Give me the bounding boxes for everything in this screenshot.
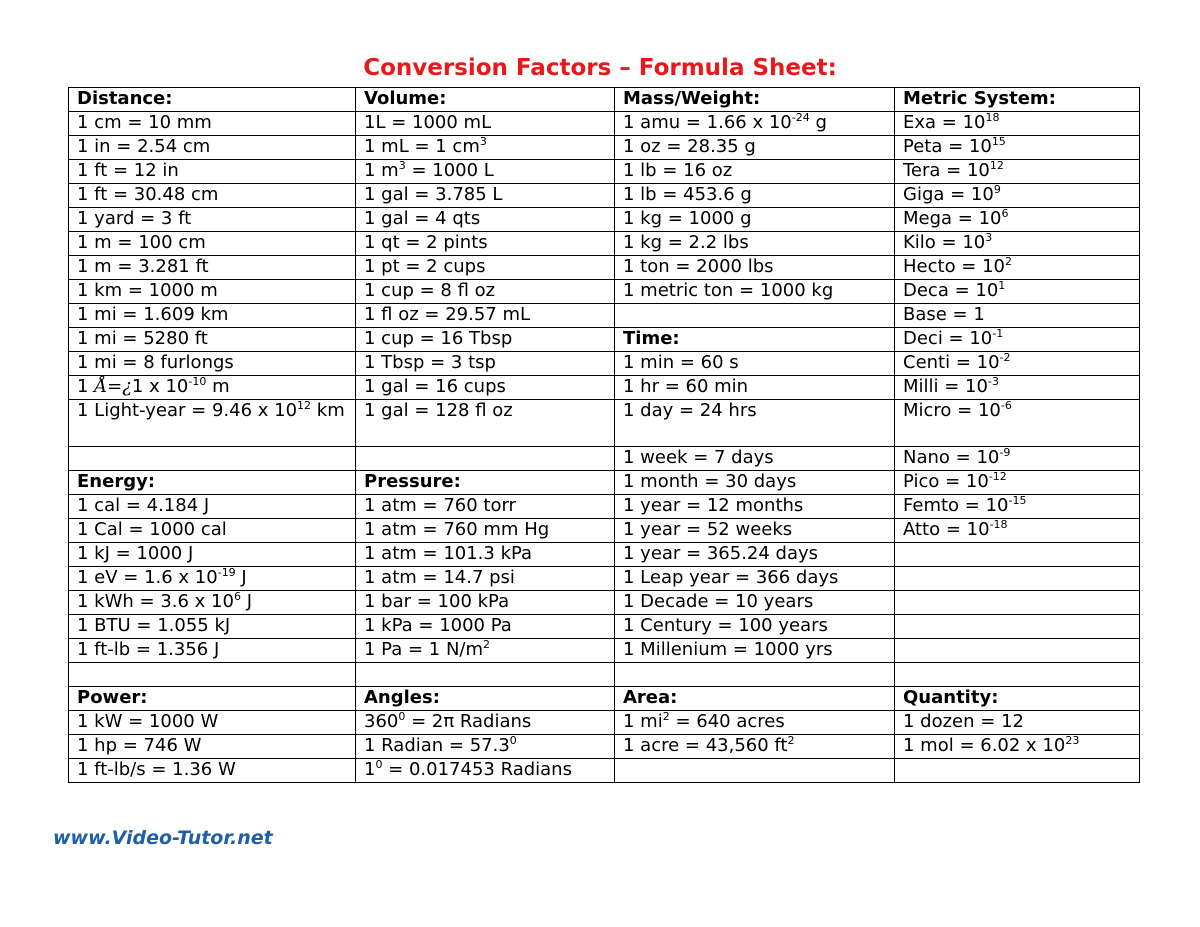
table-row [69, 543, 1140, 567]
volume-cell: 1 gal = 3.785 L [356, 184, 615, 208]
volume-cell: 1 gal = 128 fl oz [356, 400, 615, 447]
empty-cell [615, 304, 895, 328]
conversion-table [68, 87, 1140, 783]
distance-cell: 1 m = 3.281 ft [69, 256, 356, 280]
distance-cell: 1 km = 1000 m [69, 280, 356, 304]
table-row [69, 184, 1140, 208]
volume-cell: 1L = 1000 mL [356, 112, 615, 136]
empty-cell [895, 615, 1140, 639]
table-row [69, 615, 1140, 639]
metric-cell: Nano = $10^{-9}$ [895, 447, 1140, 471]
table-row [69, 567, 1140, 591]
distance-cell: 1 ft = 12 in [69, 160, 356, 184]
metric-cell: Giga = $10^9$ [895, 184, 1140, 208]
distance-cell: 1 yard = 3 ft [69, 208, 356, 232]
mass-cell: 1 metric ton = 1000 kg [615, 280, 895, 304]
time-cell: 1 Leap year = 366 days [615, 567, 895, 591]
metric-header: Metric System: [895, 88, 1140, 112]
distance-cell: 1 cm = 10 mm [69, 112, 356, 136]
volume-cell: 1 fl oz = 29.57 mL [356, 304, 615, 328]
volume-header: Volume: [356, 88, 615, 112]
mass-cell: 1 lb = 453.6 g [615, 184, 895, 208]
empty-cell [895, 543, 1140, 567]
angles-cell: 1 Radian = $57.3^0$ [356, 735, 615, 759]
pressure-cell: 1 atm = 101.3 kPa [356, 543, 615, 567]
time-cell: 1 week = 7 days [615, 447, 895, 471]
time-cell: 1 year = 52 weeks [615, 519, 895, 543]
empty-cell [615, 759, 895, 783]
empty-cell [356, 663, 615, 687]
metric-cell: Deci = $10^{-1}$ [895, 328, 1140, 352]
mass-cell: 1 amu = 1.66 x $10^{-24}$ g [615, 112, 895, 136]
distance-header: Distance: [69, 88, 356, 112]
table-row [69, 735, 1140, 759]
angles-cell: $360^0 = 2\pi$ Radians [356, 711, 615, 735]
page-title: Conversion Factors – Formula Sheet: [363, 55, 837, 81]
volume-cell: 1 mL = 1 $cm^3$ [356, 136, 615, 160]
time-cell: 1 hr = 60 min [615, 376, 895, 400]
volume-cell: 1 gal = 16 cups [356, 376, 615, 400]
table-row [69, 400, 1140, 447]
mass-cell: 1 ton = 2000 lbs [615, 256, 895, 280]
metric-cell: Tera = $10^{12}$ [895, 160, 1140, 184]
quantity-cell: 1 dozen = 12 [895, 711, 1140, 735]
energy-header: Energy: [69, 471, 356, 495]
empty-cell [895, 663, 1140, 687]
empty-cell [895, 639, 1140, 663]
energy-cell: 1 ft-lb = 1.356 J [69, 639, 356, 663]
quantity-cell: 1 mol = 6.02 x $10^{23}$ [895, 735, 1140, 759]
table-row [69, 591, 1140, 615]
metric-cell: Hecto = $10^2$ [895, 256, 1140, 280]
volume-cell: 1 cup = 8 fl oz [356, 280, 615, 304]
empty-cell [895, 759, 1140, 783]
table-row [69, 280, 1140, 304]
time-cell: 1 year = 365.24 days [615, 543, 895, 567]
metric-cell: Centi = $10^{-2}$ [895, 352, 1140, 376]
table-row [69, 519, 1140, 543]
table-row [69, 471, 1140, 495]
metric-cell: Base = 1 [895, 304, 1140, 328]
table-row [69, 376, 1140, 400]
angles-header: Angles: [356, 687, 615, 711]
distance-cell: 1 Light-year = 9.46 x $10^{12}$ km [69, 400, 356, 447]
empty-cell [615, 663, 895, 687]
metric-cell: Deca = $10^1$ [895, 280, 1140, 304]
power-cell: 1 hp = 746 W [69, 735, 356, 759]
pressure-cell: 1 atm = 14.7 psi [356, 567, 615, 591]
time-cell: 1 min = 60 s [615, 352, 895, 376]
metric-cell: Micro = $10^{-6}$ [895, 400, 1140, 447]
pressure-cell: 1 atm = 760 torr [356, 495, 615, 519]
empty-cell [69, 663, 356, 687]
pressure-cell: 1 kPa = 1000 Pa [356, 615, 615, 639]
metric-cell: Exa = $10^{18}$ [895, 112, 1140, 136]
mass-cell: 1 lb = 16 oz [615, 160, 895, 184]
angles-cell: $1^0 = 0.017453$ Radians [356, 759, 615, 783]
area-cell: 1 $mi^2 = 640$ acres [615, 711, 895, 735]
table-row [69, 495, 1140, 519]
power-cell: 1 ft-lb/s = 1.36 W [69, 759, 356, 783]
table-row [69, 759, 1140, 783]
distance-cell: 1 in = 2.54 cm [69, 136, 356, 160]
time-cell: 1 Decade = 10 years [615, 591, 895, 615]
volume-cell: 1 qt = 2 pints [356, 232, 615, 256]
energy-cell: 1 BTU = 1.055 kJ [69, 615, 356, 639]
distance-cell: 1 ft = 30.48 cm [69, 184, 356, 208]
table-row [69, 447, 1140, 471]
mass-cell: 1 oz = 28.35 g [615, 136, 895, 160]
table-row [69, 112, 1140, 136]
table-row [69, 687, 1140, 711]
distance-cell: 1 mi = 8 furlongs [69, 352, 356, 376]
metric-cell: Atto = $10^{-18}$ [895, 519, 1140, 543]
pressure-cell: 1 Pa = 1 $N/m^2$ [356, 639, 615, 663]
metric-cell: Femto = $10^{-15}$ [895, 495, 1140, 519]
energy-cell: 1 cal = 4.184 J [69, 495, 356, 519]
table-row [69, 639, 1140, 663]
volume-cell: 1 pt = 2 cups [356, 256, 615, 280]
table-row [69, 256, 1140, 280]
time-header: Time: [615, 328, 895, 352]
table-row [69, 328, 1140, 352]
volume-cell: 1 cup = 16 Tbsp [356, 328, 615, 352]
table-row [69, 711, 1140, 735]
metric-cell: Milli = $10^{-3}$ [895, 376, 1140, 400]
volume-cell: 1 gal = 4 qts [356, 208, 615, 232]
time-cell: 1 day = 24 hrs [615, 400, 895, 447]
distance-cell: 1 mi = 5280 ft [69, 328, 356, 352]
empty-cell [895, 567, 1140, 591]
empty-cell [69, 447, 356, 471]
time-cell: 1 month = 30 days [615, 471, 895, 495]
metric-cell: Kilo = $10^3$ [895, 232, 1140, 256]
distance-cell: 1 Å=¿1 x $10^{-10}$ m [69, 376, 356, 400]
table-row [69, 232, 1140, 256]
quantity-header: Quantity: [895, 687, 1140, 711]
energy-cell: 1 eV = 1.6 x $10^{-19}$ J [69, 567, 356, 591]
empty-cell [356, 447, 615, 471]
table-row [69, 304, 1140, 328]
area-header: Area: [615, 687, 895, 711]
table-row [69, 136, 1140, 160]
mass-cell: 1 kg = 1000 g [615, 208, 895, 232]
energy-cell: 1 kWh = 3.6 x $10^6$ J [69, 591, 356, 615]
time-cell: 1 Millenium = 1000 yrs [615, 639, 895, 663]
table-row [69, 352, 1140, 376]
table-row [69, 208, 1140, 232]
power-cell: 1 kW = 1000 W [69, 711, 356, 735]
area-cell: 1 acre = 43,560 $ft^2$ [615, 735, 895, 759]
angstrom-symbol: Å=¿ [94, 376, 132, 397]
metric-cell: Pico = $10^{-12}$ [895, 471, 1140, 495]
table-row [69, 88, 1140, 112]
energy-cell: 1 Cal = 1000 cal [69, 519, 356, 543]
energy-cell: 1 kJ = 1000 J [69, 543, 356, 567]
mass-header: Mass/Weight: [615, 88, 895, 112]
pressure-header: Pressure: [356, 471, 615, 495]
metric-cell: Mega = $10^6$ [895, 208, 1140, 232]
distance-cell: 1 m = 100 cm [69, 232, 356, 256]
table-row [69, 160, 1140, 184]
power-header: Power: [69, 687, 356, 711]
volume-cell: 1 $m^3 = 1000$ L [356, 160, 615, 184]
pressure-cell: 1 atm = 760 mm Hg [356, 519, 615, 543]
time-cell: 1 year = 12 months [615, 495, 895, 519]
pressure-cell: 1 bar = 100 kPa [356, 591, 615, 615]
mass-cell: 1 kg = 2.2 lbs [615, 232, 895, 256]
time-cell: 1 Century = 100 years [615, 615, 895, 639]
volume-cell: 1 Tbsp = 3 tsp [356, 352, 615, 376]
footer-website-link[interactable]: www.Video-Tutor.net [53, 827, 273, 849]
table-row [69, 663, 1140, 687]
metric-cell: Peta = $10^{15}$ [895, 136, 1140, 160]
empty-cell [895, 591, 1140, 615]
distance-cell: 1 mi = 1.609 km [69, 304, 356, 328]
